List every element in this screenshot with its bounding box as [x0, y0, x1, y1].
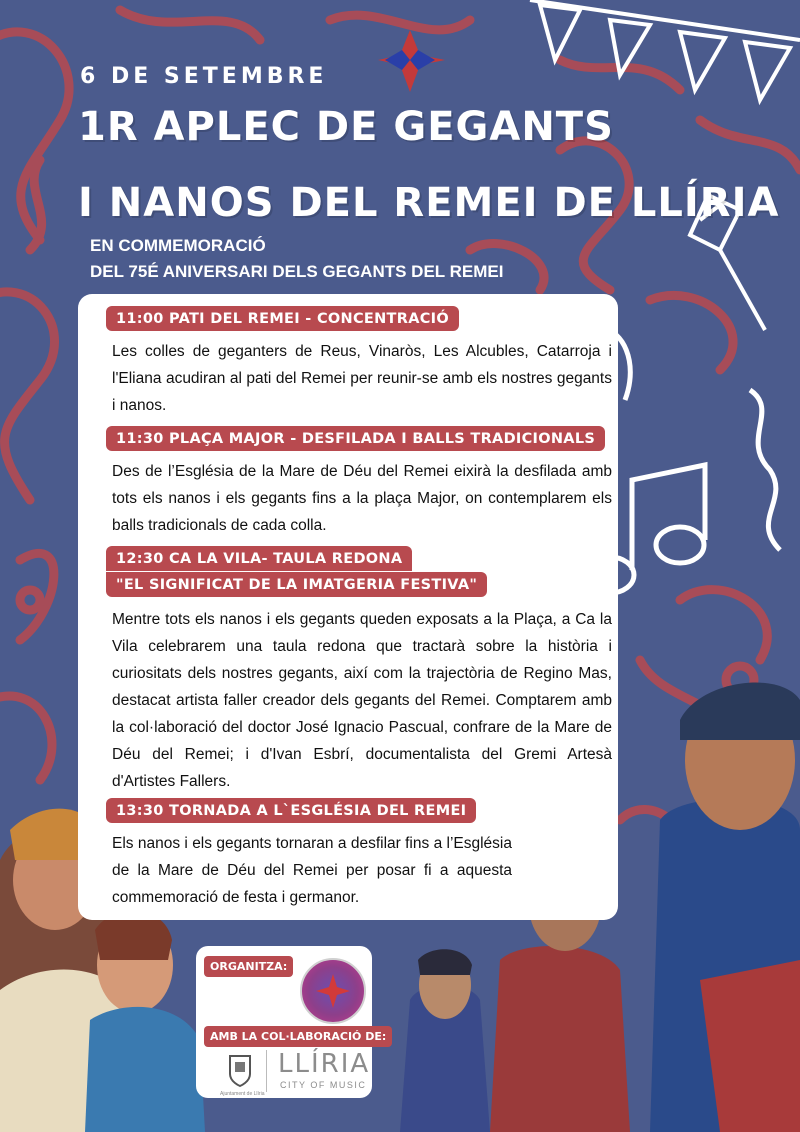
event-date: 6 DE SETEMBRE	[80, 64, 328, 89]
schedule-heading-3: 12:30 CA LA VILA- TAULA REDONA	[106, 546, 412, 571]
event-subtitle-line2: DEL 75É ANIVERSARI DELS GEGANTS DEL REMEI	[90, 262, 504, 281]
ajuntament-label: Ajuntament de Llíria	[220, 1091, 265, 1097]
collaboration-label: AMB LA COL·LABORACIÓ DE:	[204, 1026, 392, 1047]
schedule-heading-2: 11:30 PLAÇA MAJOR - DESFILADA I BALLS TRADICIONALS	[106, 426, 605, 451]
schedule-text-3: Mentre tots els nanos i els gegants queden exposats a la Plaça, a Ca la Vila celebrarem una taula redona que tractarà sobre la història i curiositats dels nostres gegants, així com la trajectòria de Regino Mas, destacat artista faller creador dels gegants del Remei. Comptarem amb la col·laboració del doctor José Ignacio Pascual, confrare de la Mare de Déu del Remei; i d'Ivan Esbrí, documentalista del Gremi Artesà d'Artistes Fallers.	[112, 611, 612, 790]
cross-icon	[302, 960, 364, 1022]
event-subtitle-line1: EN COMMEMORACIÓ	[90, 236, 266, 255]
schedule-text-4: Els nanos i els gegants tornaran a desfilar fins a l’Església de la Mare de Déu del Remei per posar fi a aquesta commemoració de festa i germanor.	[112, 835, 512, 906]
organizer-label: ORGANITZA:	[204, 956, 293, 977]
schedule-heading-4: 13:30 TORNADA A L`ESGLÉSIA DEL REMEI	[106, 798, 476, 823]
ajuntament-shield-icon	[226, 1052, 254, 1092]
schedule-heading-1: 11:00 PATI DEL REMEI - CONCENTRACIÓ	[106, 306, 459, 331]
schedule-heading-3-subtitle: "EL SIGNIFICAT DE LA IMATGERIA FESTIVA"	[106, 572, 487, 597]
lliria-logo: LLÍRIA	[278, 1049, 371, 1079]
event-title-line1: 1R APLEC DE GEGANTS	[78, 104, 614, 150]
lliria-tagline: CITY OF MUSIC	[280, 1080, 367, 1090]
schedule-text-1: Les colles de geganters de Reus, Vinaròs, Les Alcubles, Catarroja i l'Eliana acudiran al pati del Remei per reunir-se amb els nostres gegants i nanos.	[112, 343, 612, 414]
organizer-logo	[300, 958, 366, 1024]
schedule-text-2: Des de l’Església de la Mare de Déu del Remei eixirà la desfilada amb tots els nanos i els gegants fins a la plaça Major, on contemplarem els balls tradicionals de cada colla.	[112, 463, 612, 534]
sponsor-divider	[266, 1050, 267, 1092]
event-title-line2: I NANOS DEL REMEI DE LLÍRIA	[78, 180, 780, 226]
